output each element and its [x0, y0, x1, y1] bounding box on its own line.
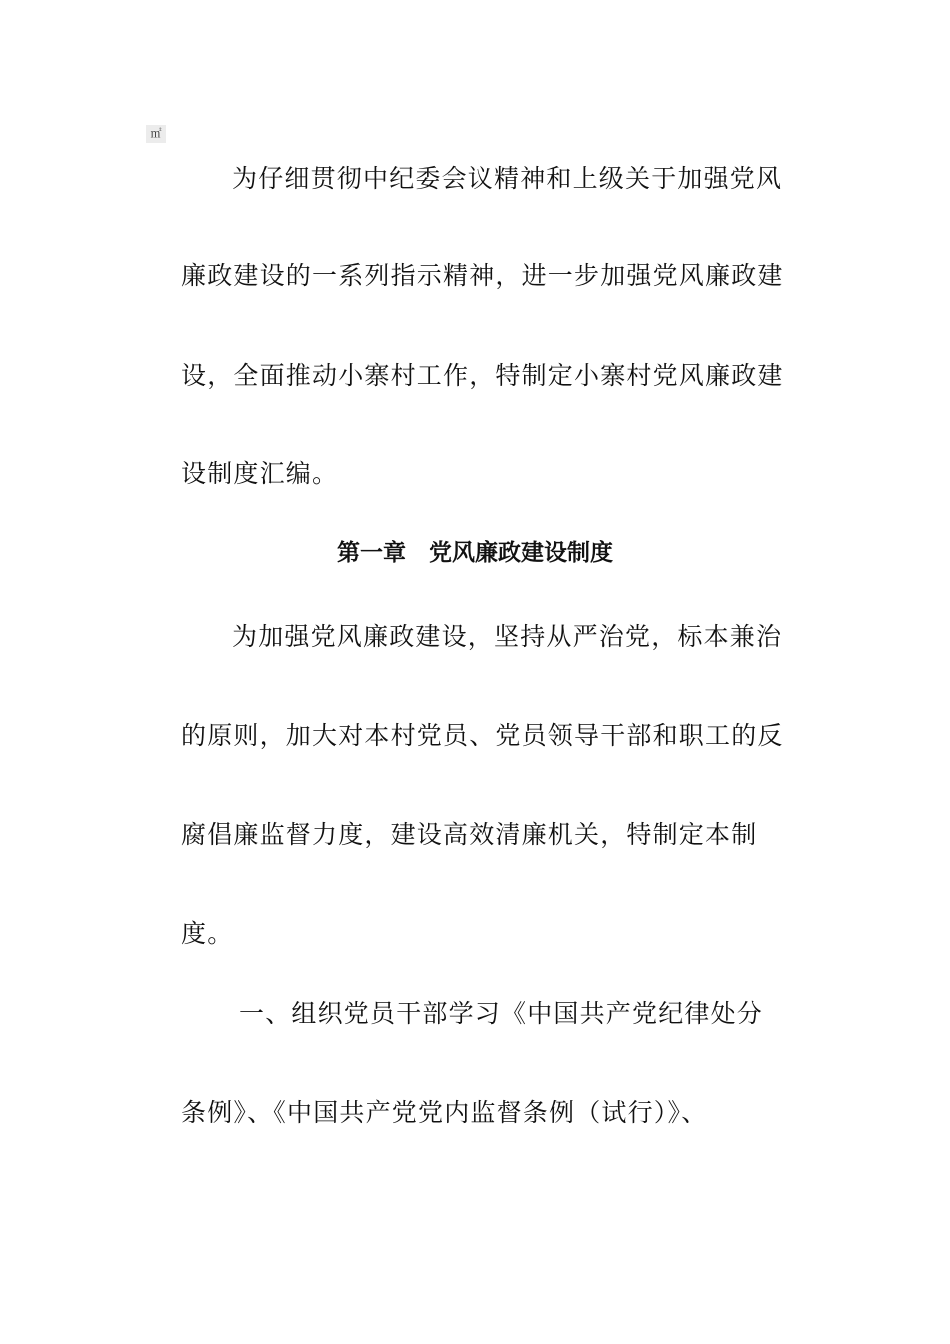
- chapter-para-line-4: 度。: [181, 919, 234, 948]
- chapter-title: 第一章 党风廉政建设制度: [337, 540, 613, 566]
- chapter-para-line-2: 的原则，加大对本村党员、党员领导干部和职工的反: [181, 721, 784, 750]
- intro-line-3: 设，全面推动小寨村工作，特制定小寨村党风廉政建: [181, 361, 784, 390]
- item-one-line-1: 一、组织党员干部学习《中国共产党纪律处分: [239, 999, 764, 1028]
- intro-line-4: 设制度汇编。: [181, 459, 339, 488]
- chapter-para-line-1: 为加强党风廉政建设，坚持从严治党，标本兼治: [232, 622, 783, 651]
- intro-line-1: 为仔细贯彻中纪委会议精神和上级关于加强党风: [232, 164, 783, 193]
- item-one-line-2: 条例》、《中国共产党党内监督条例（试行）》、: [181, 1098, 708, 1127]
- page-marker: ㎡: [146, 125, 166, 143]
- intro-line-2: 廉政建设的一系列指示精神，进一步加强党风廉政建: [181, 261, 784, 290]
- chapter-para-line-3: 腐倡廉监督力度，建设高效清廉机关，特制定本制: [181, 820, 758, 849]
